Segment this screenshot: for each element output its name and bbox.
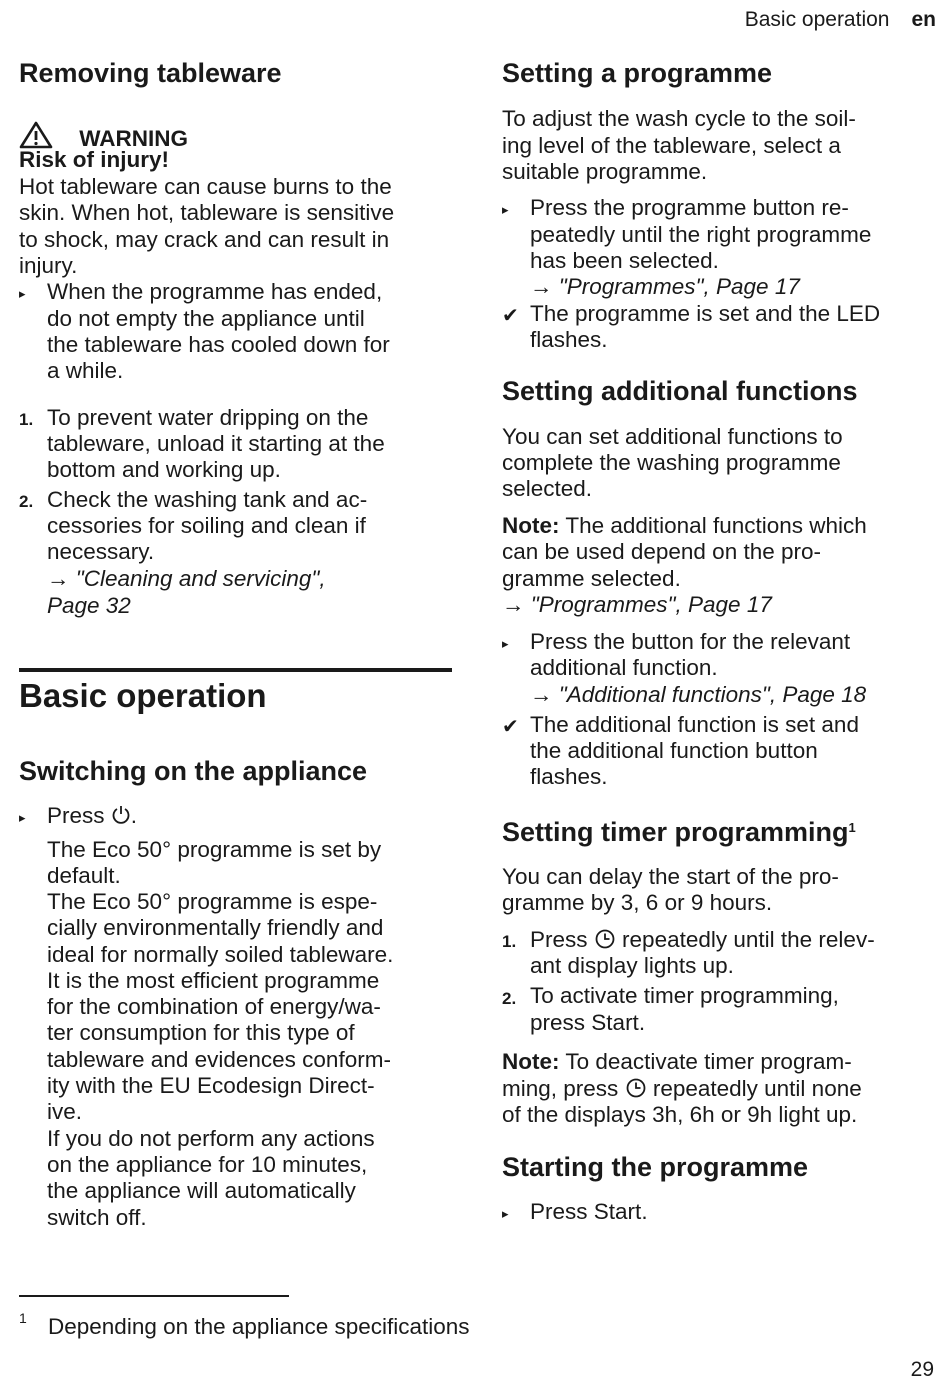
timer-programming-heading: Setting timer programming$^1$ xyxy=(502,817,856,847)
programmes-reference-link[interactable]: → "Programmes", Page 17 xyxy=(530,274,800,299)
additional-intro-3: selected. xyxy=(502,476,593,501)
timer-clock-icon xyxy=(625,1077,647,1099)
cleaning-reference-page[interactable]: Page 32 xyxy=(47,593,131,618)
additional-functions-heading: Setting additional functions xyxy=(502,376,858,406)
timer-step1-line-1: Press repeatedly until the relev- xyxy=(530,927,875,952)
step-number: 2. xyxy=(502,989,517,1008)
step1-line-2: tableware, unload it starting at the xyxy=(47,431,385,456)
eco-desc-line-5: ideal for normally soiled tableware. xyxy=(47,942,394,967)
press-power-line: Press . xyxy=(47,803,138,828)
footnote-rule xyxy=(19,1295,289,1297)
action-bullet-icon: ▸ xyxy=(19,810,26,825)
action-bullet-icon: ▸ xyxy=(502,202,509,217)
hot-tableware-line-2: skin. When hot, tableware is sensitive xyxy=(19,200,395,225)
timer-intro-1: You can delay the start of the pro- xyxy=(502,864,839,889)
step-number: 2. xyxy=(19,492,34,511)
footnote-mark: 1 xyxy=(19,1310,27,1326)
eco-desc-line-7: for the combination of energy/wa- xyxy=(47,994,381,1019)
step1-line-1: To prevent water dripping on the xyxy=(47,405,369,430)
additional-intro-1: You can set additional functions to xyxy=(502,424,843,449)
hot-tableware-line-4: injury. xyxy=(19,253,78,278)
cleaning-reference-link[interactable]: → "Cleaning and servicing", xyxy=(47,566,326,591)
additional-action-1: Press the button for the relevant xyxy=(530,629,851,654)
eco-desc-line-8: ter consumption for this type of xyxy=(47,1020,355,1045)
header-language: en xyxy=(911,8,936,31)
timer-step1-line-2: ant display lights up. xyxy=(530,953,734,978)
switching-on-heading: Switching on the appliance xyxy=(19,756,368,786)
timer-step2-line-1: To activate timer programming, xyxy=(530,983,839,1008)
warning-action-line-1: When the programme has ended, xyxy=(47,279,383,304)
eco-desc-line-11: ive. xyxy=(47,1099,83,1124)
arrow-right-icon: → xyxy=(502,592,525,617)
setting-prog-action-1: Press the programme button re- xyxy=(530,195,849,220)
running-header xyxy=(745,8,936,32)
setting-prog-action-2: peatedly until the right programme xyxy=(530,222,872,247)
section-rule xyxy=(19,668,452,672)
basic-operation-heading: Basic operation xyxy=(19,677,267,714)
start-key-label: Start xyxy=(591,1010,639,1035)
step2-line-3: necessary. xyxy=(47,539,155,564)
eco-desc-line-12: If you do not perform any actions xyxy=(47,1126,375,1151)
power-icon xyxy=(111,804,131,826)
footnote-text: Depending on the appliance specifications xyxy=(48,1314,470,1339)
additional-result-3: flashes. xyxy=(530,764,608,789)
arrow-right-icon: → xyxy=(530,682,553,707)
setting-prog-action-3: has been selected. xyxy=(530,248,719,273)
step1-line-3: bottom and working up. xyxy=(47,457,281,482)
risk-of-injury: Risk of injury! xyxy=(19,147,170,172)
eco-desc-line-13: on the appliance for 10 minutes, xyxy=(47,1152,368,1177)
eco-desc-line-15: switch off. xyxy=(47,1205,147,1230)
additional-programmes-reference-link[interactable]: → "Programmes", Page 17 xyxy=(502,592,772,617)
setting-prog-intro-2: ing level of the tableware, select a xyxy=(502,133,841,158)
step2-line-2: cessories for soiling and clean if xyxy=(47,513,366,538)
removing-tableware-heading: Removing tableware xyxy=(19,58,282,88)
arrow-right-icon: → xyxy=(47,566,70,591)
eco-desc-line-2: default. xyxy=(47,863,121,888)
additional-note-2: can be used depend on the pro- xyxy=(502,539,821,564)
step-number: 1. xyxy=(19,410,34,429)
hot-tableware-line-3: to shock, may crack and can result in xyxy=(19,227,390,252)
starting-action: Press Start. xyxy=(530,1199,648,1224)
action-bullet-icon: ▸ xyxy=(502,1206,509,1221)
eco-desc-line-6: It is the most efficient programme xyxy=(47,968,380,993)
start-key-label: Start xyxy=(593,1199,642,1224)
eco-desc-line-9: tableware and evidences conform- xyxy=(47,1047,391,1072)
warning-triangle-icon xyxy=(19,121,53,149)
action-bullet-icon: ▸ xyxy=(502,636,509,651)
step2-line-1: Check the washing tank and ac- xyxy=(47,487,368,512)
action-bullet-icon: ▸ xyxy=(19,286,26,301)
additional-intro-2: complete the washing programme xyxy=(502,450,841,475)
additional-result-1: The additional function is set and xyxy=(530,712,859,737)
eco-desc-line-10: ity with the EU Ecodesign Direct- xyxy=(47,1073,375,1098)
step-number: 1. xyxy=(502,932,517,951)
timer-note-3: of the displays 3h, 6h or 9h light up. xyxy=(502,1102,858,1127)
eco-desc-line-14: the appliance will automatically xyxy=(47,1178,356,1203)
timer-intro-2: gramme by 3, 6 or 9 hours. xyxy=(502,890,773,915)
timer-note-2: ming, press repeatedly until none xyxy=(502,1076,862,1101)
starting-programme-heading: Starting the programme xyxy=(502,1152,809,1182)
setting-prog-result-1: The programme is set and the LED xyxy=(530,301,881,326)
eco-desc-line-3: The Eco 50° programme is espe- xyxy=(47,889,378,914)
additional-note-3: gramme selected. xyxy=(502,566,681,591)
header-section: Basic operation xyxy=(744,8,890,31)
arrow-right-icon: → xyxy=(530,274,553,299)
warning-action-line-2: do not empty the appliance until xyxy=(47,306,365,331)
setting-prog-intro-1: To adjust the wash cycle to the soil- xyxy=(502,106,856,131)
checkmark-icon: ✔ xyxy=(502,716,519,738)
warning-label: WARNING xyxy=(79,126,189,151)
timer-clock-icon xyxy=(594,928,616,950)
timer-note-1: Note: To deactivate timer program- xyxy=(502,1049,852,1074)
checkmark-icon: ✔ xyxy=(502,305,519,327)
additional-note-1: Note: The additional functions which xyxy=(502,513,867,538)
footnote-ref: 1 xyxy=(848,820,856,835)
timer-step2-line-2: press Start. xyxy=(530,1010,646,1035)
hot-tableware-line-1: Hot tableware can cause burns to the xyxy=(19,174,392,199)
setting-prog-intro-3: suitable programme. xyxy=(502,159,708,184)
warning-action-line-4: a while. xyxy=(47,358,124,383)
additional-result-2: the additional function button xyxy=(530,738,818,763)
page-number: 29 xyxy=(910,1358,934,1381)
warning-action-line-3: the tableware has cooled down for xyxy=(47,332,390,357)
additional-functions-reference-link[interactable]: → "Additional functions", Page 18 xyxy=(530,682,867,707)
setting-programme-heading: Setting a programme xyxy=(502,58,773,88)
additional-action-2: additional function. xyxy=(530,655,718,680)
eco-desc-line-4: cially environmentally friendly and xyxy=(47,915,384,940)
eco-desc-line-1: The Eco 50° programme is set by xyxy=(47,837,382,862)
setting-prog-result-2: flashes. xyxy=(530,327,608,352)
